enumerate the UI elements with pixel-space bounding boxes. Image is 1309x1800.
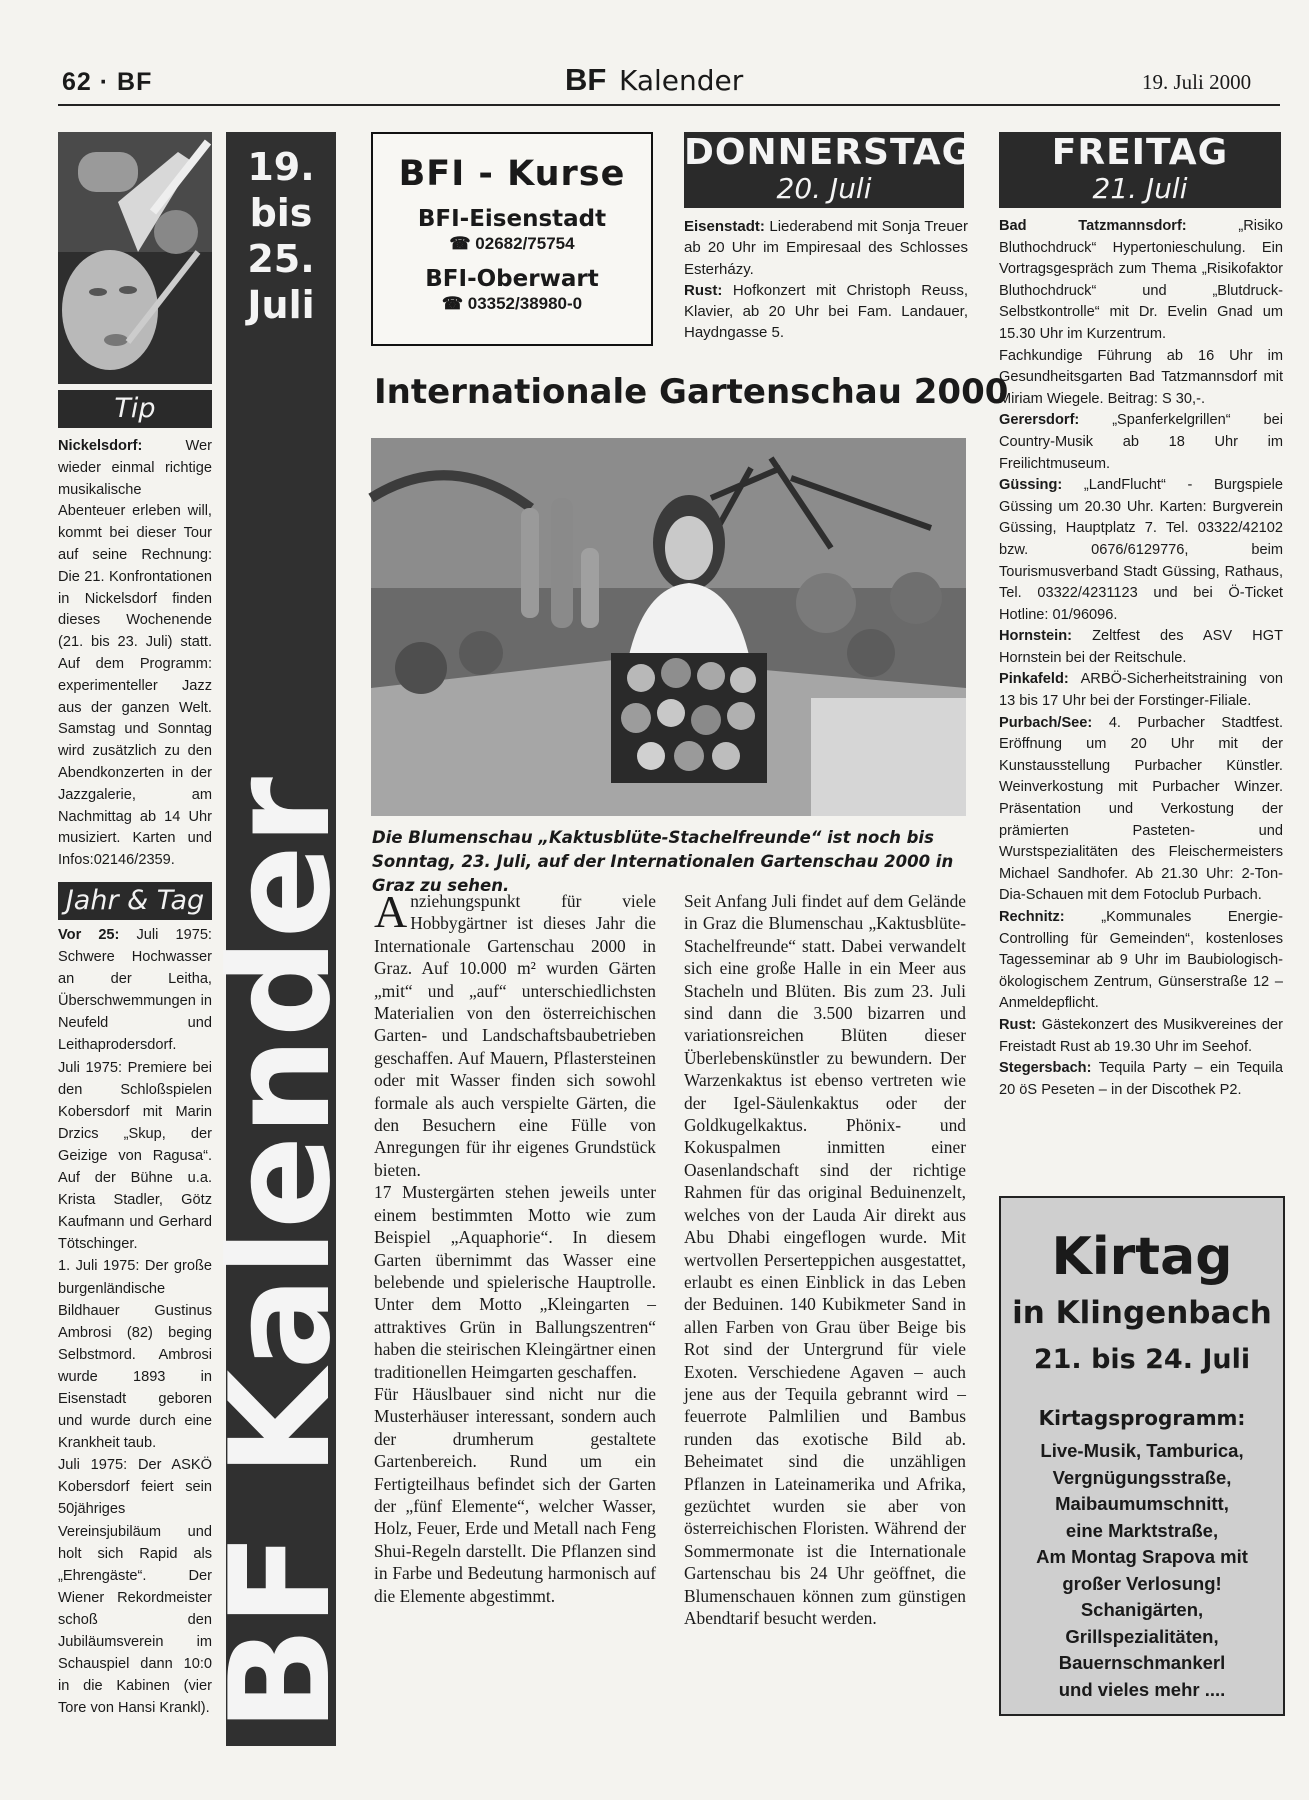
day-date: 21. Juli: [1092, 172, 1188, 205]
ad-program-item: Grillspezialitäten,: [1065, 1625, 1219, 1647]
event-text: ARBÖ-Sicherheitstraining von 13 bis 17 Uhr bei der Forstinger-Filiale.: [999, 671, 1284, 710]
event-text: „Kommunales Energie-Controlling für Gemeinden“, kostenloses Tagesseminar ab 9 Uhr im Baubiologisch-ökologischem Zentrum, Günserstraße 12 – Anmeldepflicht.: [999, 909, 1283, 1012]
section-brand: BF: [565, 62, 607, 97]
ad-program-item: Live-Musik, Tamburica,: [1040, 1440, 1244, 1461]
event-item: [999, 713, 1283, 907]
event-text: Fachkundige Führung ab 16 Uhr im Gesundheitsgarten Bad Tatzmannsdorf mit Miriam Wiegele. Beitrag: S 30,-.: [999, 347, 1283, 407]
article-headline: Internationale Gartenschau 2000: [374, 372, 1009, 412]
event-place: Güssing:: [999, 477, 1063, 494]
section-name: Kalender: [618, 64, 744, 97]
event-item: [999, 1058, 1283, 1101]
article-photo: [371, 438, 966, 816]
ad-place: in Klingenbach: [1012, 1295, 1272, 1331]
event-item: [999, 410, 1283, 475]
ad-program-item: Vergnügungsstraße,: [1052, 1466, 1232, 1488]
thursday-heading: [684, 132, 973, 208]
banner-date-line: 19.: [247, 145, 315, 189]
event-item: [999, 216, 1283, 346]
event-place: Rust:: [999, 1016, 1037, 1033]
ad-program-item: großer Verlosung!: [1062, 1572, 1222, 1594]
tip-body: Wer wieder einmal richtige musikalische Abenteuer erleben will, kommt bei dieser Tour auf seine Rechnung: Die 21. Konfrontationen in Nickelsdorf finden dieses Wochenende (21. bis 23. Juli) statt. Auf dem Programm: experimenteller Jazz aus der ganzen Welt. Samstag und Sonntag wird zusätzlich zu den Abendkonzerten in der Jazzgalerie, am Nachmittag ab 14 Uhr musiziert. Karten und Infos:02146/2359.: [58, 438, 212, 869]
banner-word: Kalender: [200, 776, 361, 1477]
kirtag-advertisement: [999, 1196, 1285, 1716]
event-text: Liederabend mit Sonja Treuer ab 20 Uhr im Empiresaal des Schlosses Esterházy.: [684, 218, 969, 278]
bfi-location: BFI-Eisenstadt: [417, 206, 607, 232]
ad-program-item: eine Marktstraße,: [1065, 1519, 1219, 1541]
article-paragraph: Für Häuslbauer sind nicht nur die Musterhäuser interessant, sondern auch der drumherum gestaltete Gartenbereich. Rund um ein Fertigteilhaus befindet sich der Garten der „fünf Elemente“, welcher Wasser, Holz, Feuer, Erde und Metall nach Feng Shui-Regeln darstellt. Die Pflanzen sind in Farbe und Bedeutung harmonisch auf die Elemente abgestimmt.: [374, 1383, 656, 1606]
event-place: Purbach/See:: [999, 714, 1093, 731]
banner-brand: BF: [200, 1532, 361, 1732]
banner-date-line: bis: [249, 191, 313, 235]
ad-program-item: Bauernschmankerl: [1058, 1652, 1226, 1673]
jahr-tag-entry: [58, 924, 212, 1057]
jahr-tag-list: [58, 924, 212, 1719]
jahr-tag-heading: Jahr & Tag: [58, 882, 212, 920]
event-place: Pinkafeld:: [999, 671, 1069, 688]
section-title: [565, 62, 743, 98]
jahr-tag-entry: [58, 1057, 212, 1256]
ad-program-item: und vieles mehr ....: [1058, 1678, 1226, 1700]
ad-dates: 21. bis 24. Juli: [1033, 1344, 1251, 1375]
event-item: [684, 216, 968, 280]
jahr-tag-lead: Vor 25:: [58, 927, 120, 943]
ad-program-list: [1001, 1438, 1283, 1703]
event-item: [999, 1015, 1283, 1058]
event-text: Hofkonzert mit Christoph Reuss, Klavier, ab 20 Uhr bei Fam. Landauer, Haydngasse 5.: [684, 281, 968, 342]
jahr-tag-entry: [58, 1454, 212, 1719]
event-place: Eisenstadt:: [684, 218, 765, 235]
bfi-courses-box: [371, 132, 653, 346]
jahr-tag-entry-text: Juli 1975: Schwere Hochwasser an der Leitha, Überschwemmungen in Neufeld und Leithaprodersdorf.: [58, 927, 212, 1054]
event-place: Rust:: [684, 281, 723, 299]
bfi-location: BFI-Oberwart: [425, 266, 599, 292]
jahr-tag-entry-text: Juli 1975: Premiere bei den Schloßspielen Kobersdorf mit Marin Drzics „Skup, der Geizige von Ragusa“. Auf der Bühne u.a. Krista Stadler, Götz Kaufmann und Gerhard Tötschinger.: [58, 1059, 212, 1253]
event-text: 4. Purbacher Stadtfest. Eröffnung um 20 Uhr mit der Kunstausstellung Purbacher Künstler. Weinverkostung mit Purbacher Winzer. Präsentation und Verkostung der prämierten Pasteten- und Wurstspezialitäten des Fleischermeisters Michael Sandhofer. Ab 21.30 Uhr: 2-Ton-Dia-Schauen mit dem Fotoclub Purbach.: [999, 714, 1284, 904]
ad-program-item: Schanigärten,: [1080, 1599, 1204, 1620]
ad-program-item: Am Montag Srapova mit: [1036, 1546, 1248, 1567]
event-item: [684, 280, 968, 344]
jahr-tag-entry: [58, 1255, 212, 1454]
header-rule: [58, 104, 1280, 106]
bfi-title-text: BFI - Kurse: [398, 154, 626, 194]
event-text: „Risiko Bluthochdruck“ Hypertonieschulung. Ein Vortragsgespräch zum Thema „Risikofaktor Bluthochdruck“ und „Blutdruck-Selbstkontrolle“ mit Dr. Evelin Gnad um 15.30 Uhr im Kurzentrum.: [999, 218, 1283, 342]
ad-program-heading: Kirtagsprogramm:: [1038, 1406, 1246, 1430]
tip-text: [58, 436, 212, 872]
day-date: 20. Juli: [776, 172, 872, 205]
event-place: Rechnitz:: [999, 909, 1065, 925]
bfi-phone: ☎ 03352/38980-0: [441, 294, 583, 313]
event-text: Gästekonzert des Musikvereines der Freistadt Rust ab 19.30 Uhr im Seehof.: [999, 1016, 1283, 1055]
ad-program-item: Maibaumumschnitt,: [1055, 1493, 1229, 1514]
friday-events: [999, 216, 1283, 1101]
day-name: DONNERSTAG: [684, 132, 973, 173]
article-paragraph: [374, 886, 656, 1181]
friday-heading: [999, 132, 1281, 208]
jahr-tag-entry-text: Juli 1975: Der ASKÖ Kobersdorf feiert sein 50jähriges Vereinsjubiläum und holt sich Rapid als „Ehrengäste“. Der Wiener Rekordmeister schoß den Jubiläumsverein im Schauspiel dann 10:0 in die Kabinen (vier Tore von Hansi Krankl).: [58, 1457, 212, 1717]
banner-date-line: Juli: [247, 283, 315, 327]
drop-cap: A: [374, 886, 408, 937]
bfi-title: [373, 154, 651, 194]
banner-dates: [226, 144, 336, 328]
event-place: Stegersbach:: [999, 1060, 1092, 1077]
day-name: FREITAG: [1051, 132, 1229, 173]
event-item: [999, 475, 1283, 626]
event-place: Gerersdorf:: [999, 412, 1080, 429]
article-column-1: [374, 886, 656, 1607]
tip-photo: [58, 132, 212, 384]
event-place: Hornstein:: [999, 628, 1072, 645]
event-text: „LandFlucht“ - Burgspiele Güssing um 20.30 Uhr. Karten: Burgverein Güssing, Hauptplatz 7. Tel. 03322/42102 bzw. 0676/6129776, beim Tourismusverband Stadt Güssing, Rathaus, Tel. 03322/4231123 und bei Ö-Ticket Hotline: 01/96096.: [999, 477, 1283, 623]
ad-title: Kirtag: [1051, 1227, 1233, 1287]
event-item: [999, 669, 1283, 712]
event-item: [999, 626, 1283, 669]
tip-place: Nickelsdorf:: [58, 438, 143, 454]
page-number: 62 · BF: [62, 68, 153, 96]
photo-caption: Die Blumenschau „Kaktusblüte-Stachelfreunde“ ist noch bis Sonntag, 23. Juli, auf der Internationalen Gartenschau 2000 in Graz zu sehen.: [372, 828, 954, 895]
tip-heading: Tip: [58, 390, 212, 428]
event-text: Tequila Party – ein Tequila 20 öS Peseten – in der Discothek P2.: [999, 1060, 1283, 1098]
article-column-2: [684, 890, 966, 1629]
issue-date: 19. Juli 2000: [1142, 70, 1252, 94]
banner-vertical-title: [200, 776, 361, 1732]
jahr-tag-entry-text: 1. Juli 1975: Der große burgenländische Bildhauer Gustinus Ambrosi (82) beging Selbstmord. Ambrosi wurde 1893 in Eisenstadt geboren und wurde durch eine Krankheit taub.: [58, 1258, 212, 1452]
event-place: Bad Tatzmannsdorf:: [999, 218, 1187, 234]
banner-date-line: 25.: [247, 237, 315, 281]
article-paragraph: 17 Mustergärten stehen jeweils unter einem bestimmten Motto wie zum Beispiel „Aquaphorie“. In diesem Garten übernimmt das Wasser eine belebende und spielerische Hauptrolle. Unter dem Motto „Kleingarten – attraktives Grün in Ballungszentren“ haben die steirischen Kleingärtner einen traditionellen Heimgarten geschaffen.: [374, 1182, 656, 1382]
event-text: „Spanferkelgrillen“ bei Country-Musik ab 18 Uhr im Freilichtmuseum.: [999, 412, 1283, 472]
event-item: [999, 346, 1283, 411]
event-text: Zeltfest des ASV HGT Hornstein bei der Reitschule.: [999, 628, 1283, 666]
article-paragraph-text: nziehungspunkt für viele Hobbygärtner ist dieses Jahr die Internationale Gartenschau 2000 in Graz. Auf 10.000 m² wurden Gärten „mit“ und „auf“ unterschiedlichsten Materialien von den österreichischen Garten- und Landschaftsbaubetrieben geschaffen. Auf Mauern, Pflastersteinen oder mit Wasser finden sich sowohl formale als auch verspielte Gärten, die den Besuchern eine Fülle von Anregungen für ihr eigenes Grundstück bieten.: [374, 891, 656, 1180]
thursday-events: [684, 216, 968, 344]
article-paragraph: Seit Anfang Juli findet auf dem Gelände in Graz die Blumenschau „Kaktusblüte-Stachelfreunde“ statt. Dabei verwandelt sich eine große Halle in ein Meer aus Stacheln und Blüten. Bis zum 23. Juli sind dann die 3.500 bizarren und variationsreichen Blüten dieser Überlebenskünstler zu bewundern. Der Warzenkaktus ist ebenso vertreten wie der Igel-Säulenkaktus oder der Goldkugelkaktus. Phönix- und Kokuspalmen inmitten einer Oasenlandschaft sind der richtige Rahmen für das original Beduinenzelt, welches von der Lauda Air direkt aus Abu Dhabi eingeflogen wurde. Mit wertvollen Perserteppichen ausgestattet, erlaubt es einen Einblick in das Leben der Beduinen. 140 Kubikmeter Sand in allen Farben von Grau über Beige bis Rot sind der Untergrund für viele Exoten. Verschiedene Agaven – auch jene aus der Tequila gebrannt wird – feuerrote Palmlilien und Bambus runden das exotische Bild ab. Beheimatet sind die unzähligen Pflanzen in Lateinamerika und Afrika, gezüchtet wurden sie aber von österreichischen Floristen. Während der Sommermonate ist die Internationale Gartenschau bis 24 Uhr geöffnet, die Blumenschauen können zum günstigen Abendtarif besucht werden.: [684, 891, 966, 1628]
event-item: [999, 907, 1283, 1015]
kalender-banner: [200, 132, 361, 1746]
bfi-phone: ☎ 02682/75754: [449, 234, 575, 253]
